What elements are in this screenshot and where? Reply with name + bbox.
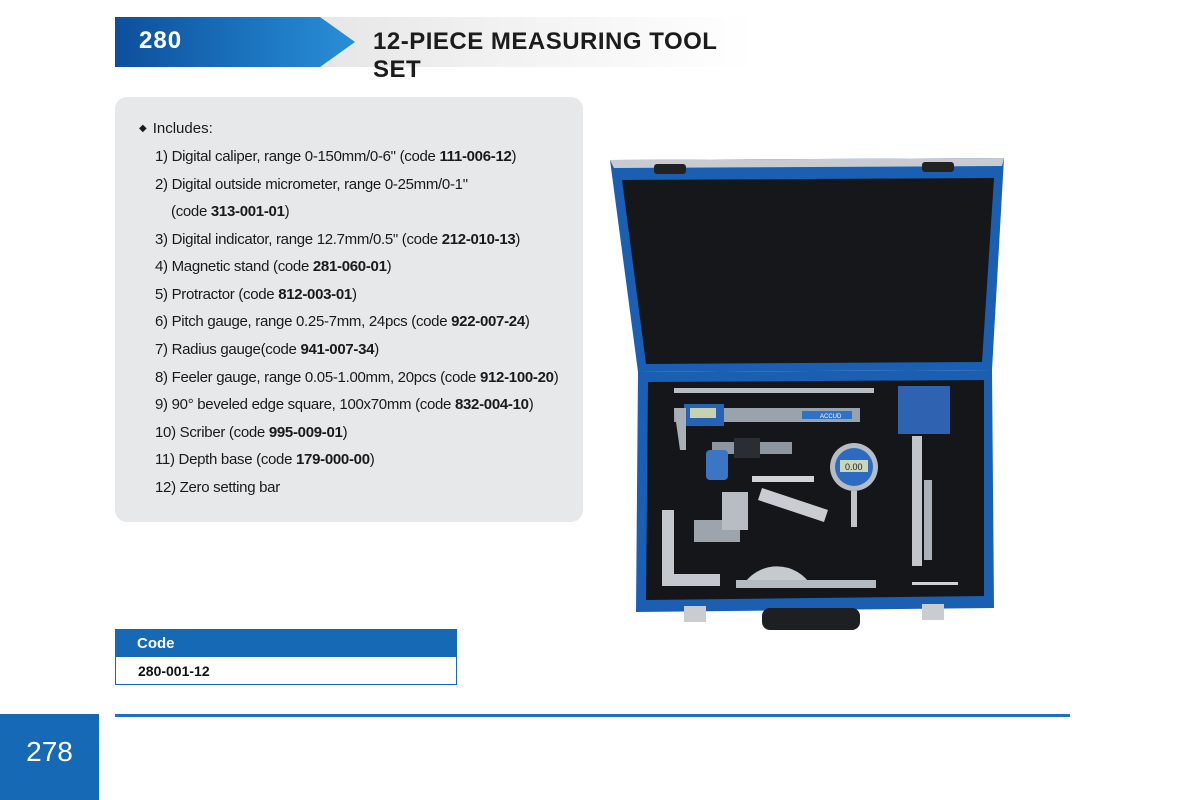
code-table-value: 280-001-12	[115, 657, 457, 685]
list-item: (code 313-001-01)	[171, 203, 290, 220]
includes-heading-text: Includes:	[152, 120, 213, 137]
section-header	[115, 17, 755, 83]
magnetic-base	[898, 386, 950, 434]
list-item: 1) Digital caliper, range 0-150mm/0-6" (code 111-006-12)	[155, 148, 517, 165]
list-item: 6) Pitch gauge, range 0.25-7mm, 24pcs (code 922-007-24)	[155, 313, 530, 330]
lid-foam	[622, 178, 994, 364]
page-number-tab	[0, 714, 99, 800]
page-number: 278	[26, 736, 73, 767]
stand-arm	[924, 480, 932, 560]
page-title: 12-PIECE MEASURING TOOL SET	[373, 28, 718, 83]
tool-case-photo	[602, 150, 1014, 635]
caliper-depth-rod	[674, 388, 874, 393]
case-handle-icon	[762, 608, 860, 630]
includes-panel	[115, 97, 583, 522]
radius-gauge	[722, 492, 748, 530]
list-item: 10) Scriber (code 995-009-01)	[155, 424, 348, 441]
indicator-stem	[851, 491, 857, 527]
list-item: 8) Feeler gauge, range 0.05-1.00mm, 20pcs (code 912-100-20)	[155, 369, 559, 386]
lid-latch-right-icon	[922, 162, 954, 172]
micrometer-grip	[706, 450, 728, 480]
list-item: 11) Depth base (code 179-000-00)	[155, 451, 375, 468]
indicator-reading: 0.00	[845, 462, 863, 472]
caliper-brand-label: ACCUD	[820, 414, 842, 420]
base-latch-left-icon	[684, 606, 706, 622]
code-table	[115, 629, 457, 685]
list-item: 5) Protractor (code 812-003-01)	[155, 286, 357, 303]
base-latch-right-icon	[922, 604, 944, 620]
scriber	[912, 582, 958, 585]
lid-latch-left-icon	[654, 164, 686, 174]
list-item: 12) Zero setting bar	[155, 479, 280, 496]
list-item: 9) 90° beveled edge square, 100x70mm (code 832-004-10)	[155, 396, 534, 413]
micrometer-body	[734, 438, 760, 458]
footer-rule	[115, 714, 1070, 717]
caliper-lcd	[690, 408, 716, 418]
list-item: 4) Magnetic stand (code 281-060-01)	[155, 258, 392, 275]
code-table-header: Code	[115, 629, 457, 657]
protractor-blade	[736, 580, 876, 588]
section-number: 280	[139, 27, 183, 54]
list-item: 2) Digital outside micrometer, range 0-25mm/0-1"	[155, 176, 468, 193]
stand-post	[912, 436, 922, 566]
diamond-bullet-icon: ◆	[139, 123, 147, 134]
list-item: 3) Digital indicator, range 12.7mm/0.5" (code 212-010-13)	[155, 231, 521, 248]
list-item: 7) Radius gauge(code 941-007-34)	[155, 341, 379, 358]
includes-heading	[139, 120, 213, 137]
zero-setting-bar	[752, 476, 814, 482]
